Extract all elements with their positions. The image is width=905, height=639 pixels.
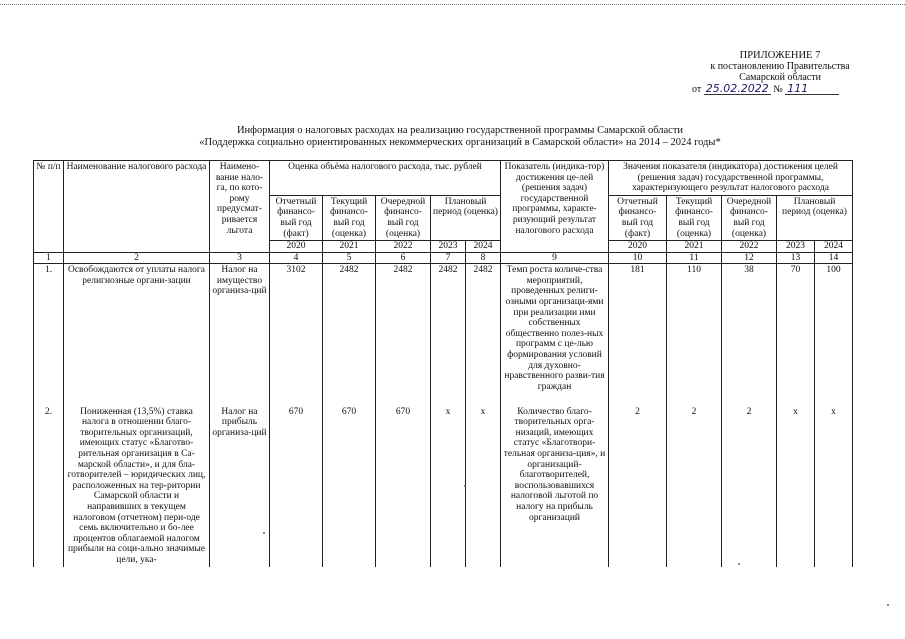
column-number: 14: [815, 253, 853, 264]
row-value: 38: [722, 264, 777, 406]
column-number: 5: [323, 253, 376, 264]
column-number: 8: [466, 253, 501, 264]
column-number: 13: [777, 253, 815, 264]
header-plan-values: Плановый период (оценка): [777, 195, 853, 240]
column-number: 1: [34, 253, 64, 264]
year-cell: 2020: [609, 241, 667, 253]
header-tax: Наимено-вание нало-га, по кото-рому предусмат-ривается льгота: [210, 161, 270, 253]
appendix-line2: Самарской области: [739, 72, 821, 83]
year-cell: 2022: [722, 241, 777, 253]
column-number: 7: [431, 253, 466, 264]
header-current-values: Текущий финансо-вый год (оценка): [667, 195, 722, 240]
scan-speck: [464, 485, 466, 487]
appendix-block: [690, 50, 870, 95]
header-fact-values: Отчетный финансо-вый год (факт): [609, 195, 667, 240]
title-line1: Информация о налоговых расходах на реализацию государственной программы Самарской области: [236, 125, 684, 136]
row-value: 110: [667, 264, 722, 406]
column-number: 11: [667, 253, 722, 264]
header-num: № п/п: [34, 161, 64, 253]
scan-top-edge: [0, 4, 905, 5]
appendix-title: ПРИЛОЖЕНИЕ 7: [739, 50, 821, 61]
header-name: Наименование налогового расхода: [64, 161, 210, 253]
year-cell: 2024: [815, 241, 853, 253]
row-value: 181: [609, 264, 667, 406]
row-amount: 2482: [376, 264, 431, 406]
handwritten-date: 25.02.2022: [705, 82, 769, 95]
row-tax: Налог на имущество организа-ций: [210, 264, 270, 406]
column-number: 9: [501, 253, 609, 264]
handwritten-number: 111: [785, 83, 839, 95]
header-plan: Плановый период (оценка): [431, 195, 501, 240]
year-cell: 2020: [270, 241, 323, 253]
row-value: 100: [815, 264, 853, 406]
column-number: 4: [270, 253, 323, 264]
header-indicator: Показатель (индика-тор) достижения це-лей (решения задач) государственной программы, характе-ризующий результат налогового расхода: [501, 161, 609, 253]
header-next-values: Очередной финансо-вый год (оценка): [722, 195, 777, 240]
row-tax: Налог на прибыль организа-ций: [210, 406, 270, 567]
row-amount: 2482: [323, 264, 376, 406]
row-name: Освобождаются от уплаты налога религиозные органи-зации: [64, 264, 210, 406]
table-row: [34, 264, 853, 406]
date-prefix: от: [692, 84, 702, 95]
row-name: Пониженная (13,5%) ставка налога в отношении благо-творительных организаций, имеющих статус «Благотво-рительная организация в Са-марской области», и для бла-готворителей – юридических лиц, расположенных на тер-ритории Самарской области и направивших в текущем налоговом (отчетном) пери-оде семь включительно и бо-лее процентов облагаемой налогом прибыли на соци-ально значимые цели, ука-: [64, 406, 210, 567]
column-number: 12: [722, 253, 777, 264]
row-indicator: Темп роста количе-ства мероприятий, проведенных религи-озными организаци-ями при реализации ими собственных общественно полез-ных программ с це-лью формирования условий для духовно-нравственного разви-тия граждан: [501, 264, 609, 406]
table-row: [34, 406, 853, 567]
row-amount: 2482: [466, 264, 501, 406]
row-amount: x: [466, 406, 501, 567]
year-cell: 2024: [466, 241, 501, 253]
column-number: 10: [609, 253, 667, 264]
row-value: 70: [777, 264, 815, 406]
row-amount: 3102: [270, 264, 323, 406]
row-indicator: Количество благо-творительных орга-низаций, имеющих статус «Благотвори-тельная организа-ция», и организаций-благотворителей, воспользовавшихся налоговой льготой по налогу на прибыль организаций: [501, 406, 609, 567]
row-value: 2: [667, 406, 722, 567]
header-next: Очередной финансо-вый год (оценка): [376, 195, 431, 240]
row-value: x: [815, 406, 853, 567]
row-amount: 670: [270, 406, 323, 567]
column-number: 2: [64, 253, 210, 264]
row-amount: 2482: [431, 264, 466, 406]
row-value: x: [777, 406, 815, 567]
scan-speck: [887, 604, 889, 606]
year-cell: 2021: [667, 241, 722, 253]
header-current: Текущий финансо-вый год (оценка): [323, 195, 376, 240]
year-cell: 2021: [323, 241, 376, 253]
document-title: [150, 125, 770, 149]
header-values: Значения показателя (индикатора) достижения целей (решения задач) государственной программы, характеризующего результат налогового расхода: [609, 161, 853, 196]
row-num: 1.: [34, 264, 64, 406]
year-cell: 2022: [376, 241, 431, 253]
scan-speck: [738, 563, 740, 565]
row-amount: 670: [323, 406, 376, 567]
row-amount: 670: [376, 406, 431, 567]
number-prefix: №: [773, 84, 783, 95]
header-fact: Отчетный финансо-вый год (факт): [270, 195, 323, 240]
column-number: 3: [210, 253, 270, 264]
title-line2: «Поддержка социально ориентированных некоммерческих организаций в Самарской области» на 2014 – 2024 годы*: [199, 137, 721, 148]
row-amount: x: [431, 406, 466, 567]
row-num: 2.: [34, 406, 64, 567]
row-value: 2: [722, 406, 777, 567]
column-number: 6: [376, 253, 431, 264]
appendix-line1: к постановлению Правительства: [710, 61, 850, 72]
header-assessment: Оценка объёма налогового расхода, тыс. рублей: [270, 161, 501, 196]
row-value: 2: [609, 406, 667, 567]
scan-speck: [263, 532, 265, 534]
year-cell: 2023: [777, 241, 815, 253]
year-cell: 2023: [431, 241, 466, 253]
tax-expenditure-table: [33, 160, 853, 567]
appendix-date-line: [690, 83, 870, 95]
